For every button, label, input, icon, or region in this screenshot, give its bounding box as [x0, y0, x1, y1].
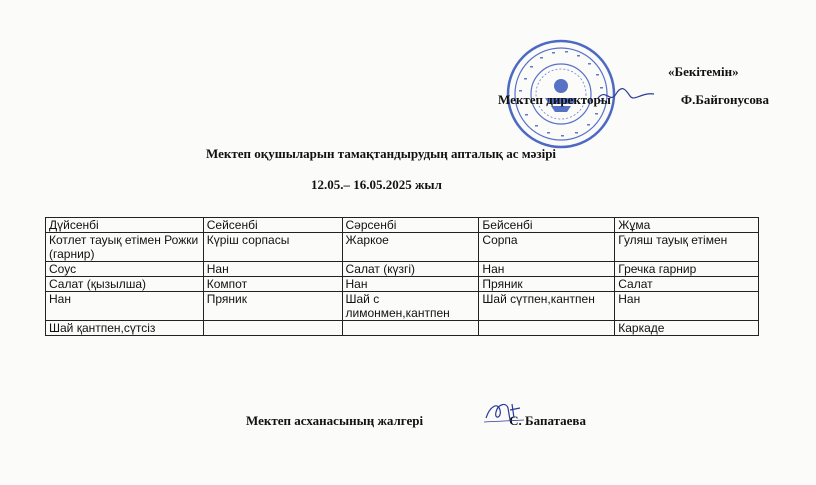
- column-header: Жұма: [615, 218, 759, 233]
- director-name: Ф.Байгонусова: [680, 92, 770, 107]
- table-row: [46, 292, 759, 321]
- table-cell: [203, 321, 342, 336]
- table-cell: [342, 321, 479, 336]
- table-cell: Салат (қызылша): [46, 277, 204, 292]
- table-cell: Нан: [203, 262, 342, 277]
- weekly-menu-table: [45, 217, 759, 336]
- column-header: Дүйсенбі: [46, 218, 204, 233]
- table-cell: Соус: [46, 262, 204, 277]
- table-cell: Күріш сорпасы: [203, 233, 342, 262]
- table-header-row: [46, 218, 759, 233]
- table-cell: Гречка гарнир: [615, 262, 759, 277]
- table-cell: Пряник: [203, 292, 342, 321]
- table-row: [46, 262, 759, 277]
- director-label: Мектеп директоры: [498, 92, 611, 107]
- table-cell: Салат (күзгі): [342, 262, 479, 277]
- table-cell: Нан: [615, 292, 759, 321]
- table-cell: Нан: [342, 277, 479, 292]
- date-range: 12.05.– 16.05.2025 жыл: [311, 177, 442, 192]
- page-title: Мектеп оқушыларын тамақтандырудың апталық ас мәзірі: [206, 146, 557, 161]
- table-row: [46, 321, 759, 336]
- table-cell: Нан: [46, 292, 204, 321]
- cafeteria-chief-signature: [480, 396, 528, 426]
- column-header: Бейсенбі: [479, 218, 615, 233]
- cafeteria-chief-name: С. Бапатаева: [509, 413, 586, 428]
- cafeteria-chief-line: [246, 413, 586, 429]
- table-cell: Пряник: [479, 277, 615, 292]
- table-cell: Шай қантпен,сүтсіз: [46, 321, 204, 336]
- column-header: Сәрсенбі: [342, 218, 479, 233]
- table-cell: [479, 321, 615, 336]
- director-signature: [596, 84, 656, 106]
- table-cell: Компот: [203, 277, 342, 292]
- cafeteria-chief-label: Мектеп асханасының жалгері: [246, 413, 424, 428]
- table-cell: Нан: [479, 262, 615, 277]
- table-cell: Сорпа: [479, 233, 615, 262]
- table-cell: Шай с лимонмен,кантпен: [342, 292, 479, 321]
- table-cell: Каркаде: [615, 321, 759, 336]
- column-header: Сейсенбі: [203, 218, 342, 233]
- table-row: [46, 233, 759, 262]
- table-cell: Салат: [615, 277, 759, 292]
- table-row: [46, 277, 759, 292]
- table-cell: Гуляш тауық етімен: [615, 233, 759, 262]
- table-cell: Котлет тауық етімен Рожки (гарнир): [46, 233, 204, 262]
- table-cell: Шай сүтпен,кантпен: [479, 292, 615, 321]
- table-cell: Жаркое: [342, 233, 479, 262]
- approval-stamp-label: «Бекітемін»: [668, 64, 739, 79]
